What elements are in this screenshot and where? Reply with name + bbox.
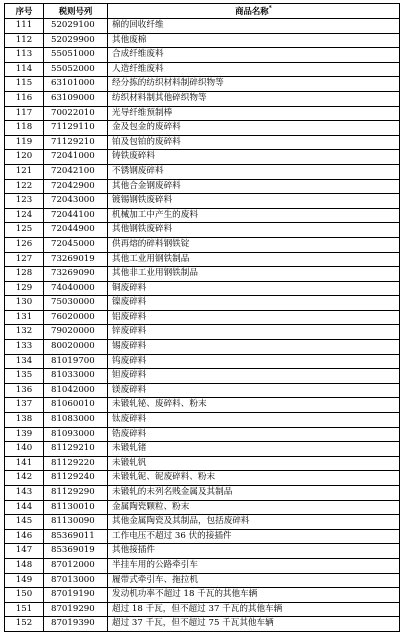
table-row xyxy=(5,515,400,530)
row-code: 55052000 xyxy=(44,62,108,77)
row-index: 137 xyxy=(5,398,44,413)
row-index: 143 xyxy=(5,486,44,501)
row-name: 未锻轧钒 xyxy=(108,456,400,471)
table-row xyxy=(5,135,400,150)
table-row xyxy=(5,91,400,106)
header-name-text: 商品名称 xyxy=(235,6,269,16)
row-name: 金及包金的废碎料 xyxy=(108,121,400,136)
row-code: 81129240 xyxy=(44,471,108,486)
row-name: 镁废碎料 xyxy=(108,383,400,398)
row-index: 124 xyxy=(5,208,44,223)
table-row xyxy=(5,33,400,48)
table-row xyxy=(5,456,400,471)
table-row xyxy=(5,602,400,617)
table-row xyxy=(5,267,400,282)
row-code: 72044100 xyxy=(44,208,108,223)
table-row xyxy=(5,310,400,325)
row-name: 其他工业用钢铁制品 xyxy=(108,252,400,267)
row-index: 146 xyxy=(5,529,44,544)
row-index: 127 xyxy=(5,252,44,267)
row-index: 141 xyxy=(5,456,44,471)
row-name: 锌废碎料 xyxy=(108,325,400,340)
row-code: 76020000 xyxy=(44,310,108,325)
row-name: 履带式牵引车、拖拉机 xyxy=(108,573,400,588)
row-name: 未锻轧锗 xyxy=(108,442,400,457)
table-row xyxy=(5,121,400,136)
row-index: 139 xyxy=(5,427,44,442)
row-name: 其他接插件 xyxy=(108,544,400,559)
row-code: 74040000 xyxy=(44,281,108,296)
row-code: 81093000 xyxy=(44,427,108,442)
row-code: 85369011 xyxy=(44,529,108,544)
table-row xyxy=(5,398,400,413)
row-index: 135 xyxy=(5,369,44,384)
table-row xyxy=(5,19,400,34)
table-row xyxy=(5,544,400,559)
row-index: 147 xyxy=(5,544,44,559)
table-row xyxy=(5,77,400,92)
row-index: 112 xyxy=(5,33,44,48)
table-row xyxy=(5,340,400,355)
row-index: 118 xyxy=(5,121,44,136)
row-code: 75030000 xyxy=(44,296,108,311)
row-name: 未锻轧的未列名贱金属及其制品 xyxy=(108,486,400,501)
row-name: 镍废碎料 xyxy=(108,296,400,311)
table-row xyxy=(5,413,400,428)
header-name xyxy=(108,4,400,19)
row-name: 发动机功率不超过 18 千瓦的其他车辆 xyxy=(108,588,400,603)
row-code: 73269090 xyxy=(44,267,108,282)
table-row xyxy=(5,281,400,296)
row-name: 机械加工中产生的废料 xyxy=(108,208,400,223)
tariff-table xyxy=(4,3,400,632)
table-row xyxy=(5,48,400,63)
row-code: 55051000 xyxy=(44,48,108,63)
row-name: 锆废碎料 xyxy=(108,427,400,442)
row-index: 115 xyxy=(5,77,44,92)
row-name: 其他金属陶瓷及其制品，包括废碎料 xyxy=(108,515,400,530)
table-row xyxy=(5,573,400,588)
table-row xyxy=(5,383,400,398)
row-name: 超过 37 千瓦，但不超过 75 千瓦其他车辆 xyxy=(108,617,400,632)
table-row xyxy=(5,208,400,223)
row-code: 87019190 xyxy=(44,588,108,603)
row-index: 126 xyxy=(5,237,44,252)
row-code: 87012000 xyxy=(44,558,108,573)
table-row xyxy=(5,500,400,515)
table-row xyxy=(5,223,400,238)
row-name: 未锻轧铌、铌废碎料、粉末 xyxy=(108,471,400,486)
table-body xyxy=(5,19,400,632)
row-name: 不锈钢废碎料 xyxy=(108,164,400,179)
row-code: 63101000 xyxy=(44,77,108,92)
row-index: 136 xyxy=(5,383,44,398)
row-index: 151 xyxy=(5,602,44,617)
row-name: 锡废碎料 xyxy=(108,340,400,355)
row-code: 73269019 xyxy=(44,252,108,267)
table-row xyxy=(5,62,400,77)
row-code: 81129220 xyxy=(44,456,108,471)
row-name: 铂及包铂的废碎料 xyxy=(108,135,400,150)
row-name: 其他合金钢废碎料 xyxy=(108,179,400,194)
row-index: 133 xyxy=(5,340,44,355)
row-code: 72042100 xyxy=(44,164,108,179)
row-name: 铸铁废碎料 xyxy=(108,150,400,165)
row-name: 超过 18 千瓦，但不超过 37 千瓦的其他车辆 xyxy=(108,602,400,617)
row-name: 纺织材料制其他碎织物等 xyxy=(108,91,400,106)
row-index: 121 xyxy=(5,164,44,179)
table-row xyxy=(5,427,400,442)
row-index: 122 xyxy=(5,179,44,194)
row-code: 72042900 xyxy=(44,179,108,194)
row-code: 63109000 xyxy=(44,91,108,106)
row-index: 123 xyxy=(5,194,44,209)
row-index: 117 xyxy=(5,106,44,121)
header-index: 序号 xyxy=(5,4,44,19)
row-index: 119 xyxy=(5,135,44,150)
row-name: 钨废碎料 xyxy=(108,354,400,369)
row-name: 未锻轧铋、废碎料、粉末 xyxy=(108,398,400,413)
row-code: 79020000 xyxy=(44,325,108,340)
row-index: 125 xyxy=(5,223,44,238)
table-row xyxy=(5,179,400,194)
row-name: 铜废碎料 xyxy=(108,281,400,296)
row-code: 87019390 xyxy=(44,617,108,632)
row-name: 镀锡钢铁废碎料 xyxy=(108,194,400,209)
row-code: 72041000 xyxy=(44,150,108,165)
header-name-mark: * xyxy=(268,5,272,13)
row-name: 钽废碎料 xyxy=(108,369,400,384)
row-code: 81130010 xyxy=(44,500,108,515)
row-name: 合成纤维废料 xyxy=(108,48,400,63)
row-code: 72045000 xyxy=(44,237,108,252)
table-row xyxy=(5,150,400,165)
row-code: 71129110 xyxy=(44,121,108,136)
row-code: 87019290 xyxy=(44,602,108,617)
row-index: 142 xyxy=(5,471,44,486)
row-name: 棉的回收纤维 xyxy=(108,19,400,34)
row-code: 72044900 xyxy=(44,223,108,238)
row-code: 81033000 xyxy=(44,369,108,384)
table-row xyxy=(5,588,400,603)
row-name: 铝废碎料 xyxy=(108,310,400,325)
row-name: 光导纤维预制棒 xyxy=(108,106,400,121)
row-index: 138 xyxy=(5,413,44,428)
row-index: 130 xyxy=(5,296,44,311)
table-row xyxy=(5,558,400,573)
row-index: 129 xyxy=(5,281,44,296)
row-code: 72043000 xyxy=(44,194,108,209)
table-row xyxy=(5,442,400,457)
table-row xyxy=(5,471,400,486)
header-code: 税则号列 xyxy=(44,4,108,19)
row-index: 150 xyxy=(5,588,44,603)
row-index: 132 xyxy=(5,325,44,340)
row-code: 81129290 xyxy=(44,486,108,501)
table-header-row xyxy=(5,4,400,19)
row-name: 供再熔的碎料钢铁锭 xyxy=(108,237,400,252)
table-row xyxy=(5,194,400,209)
row-name: 其他非工业用钢铁制品 xyxy=(108,267,400,282)
row-index: 111 xyxy=(5,19,44,34)
row-code: 52029900 xyxy=(44,33,108,48)
row-index: 152 xyxy=(5,617,44,632)
table-row xyxy=(5,325,400,340)
table-row xyxy=(5,529,400,544)
row-index: 113 xyxy=(5,48,44,63)
row-code: 71129210 xyxy=(44,135,108,150)
row-index: 116 xyxy=(5,91,44,106)
row-index: 149 xyxy=(5,573,44,588)
table-row xyxy=(5,237,400,252)
row-name: 金属陶瓷颗粒、粉末 xyxy=(108,500,400,515)
table-row xyxy=(5,354,400,369)
row-index: 131 xyxy=(5,310,44,325)
row-code: 87013000 xyxy=(44,573,108,588)
row-index: 134 xyxy=(5,354,44,369)
row-index: 128 xyxy=(5,267,44,282)
row-code: 80020000 xyxy=(44,340,108,355)
table-row xyxy=(5,252,400,267)
row-index: 140 xyxy=(5,442,44,457)
row-code: 52029100 xyxy=(44,19,108,34)
row-index: 148 xyxy=(5,558,44,573)
table-row xyxy=(5,296,400,311)
row-name: 其他废棉 xyxy=(108,33,400,48)
row-index: 145 xyxy=(5,515,44,530)
row-code: 85369019 xyxy=(44,544,108,559)
table-row xyxy=(5,369,400,384)
row-code: 81060010 xyxy=(44,398,108,413)
row-code: 81019700 xyxy=(44,354,108,369)
table-row xyxy=(5,486,400,501)
row-code: 81129210 xyxy=(44,442,108,457)
row-index: 120 xyxy=(5,150,44,165)
table-row xyxy=(5,164,400,179)
row-index: 114 xyxy=(5,62,44,77)
table-row xyxy=(5,106,400,121)
row-name: 工作电压不超过 36 伏的接插件 xyxy=(108,529,400,544)
row-name: 半挂车用的公路牵引车 xyxy=(108,558,400,573)
row-name: 钛废碎料 xyxy=(108,413,400,428)
row-code: 81130090 xyxy=(44,515,108,530)
row-index: 144 xyxy=(5,500,44,515)
table-row xyxy=(5,617,400,632)
row-code: 81042000 xyxy=(44,383,108,398)
row-code: 70022010 xyxy=(44,106,108,121)
row-name: 人造纤维废料 xyxy=(108,62,400,77)
row-name: 其他钢铁废碎料 xyxy=(108,223,400,238)
row-code: 81083000 xyxy=(44,413,108,428)
row-name: 经分拣的纺织材料制碎织物等 xyxy=(108,77,400,92)
